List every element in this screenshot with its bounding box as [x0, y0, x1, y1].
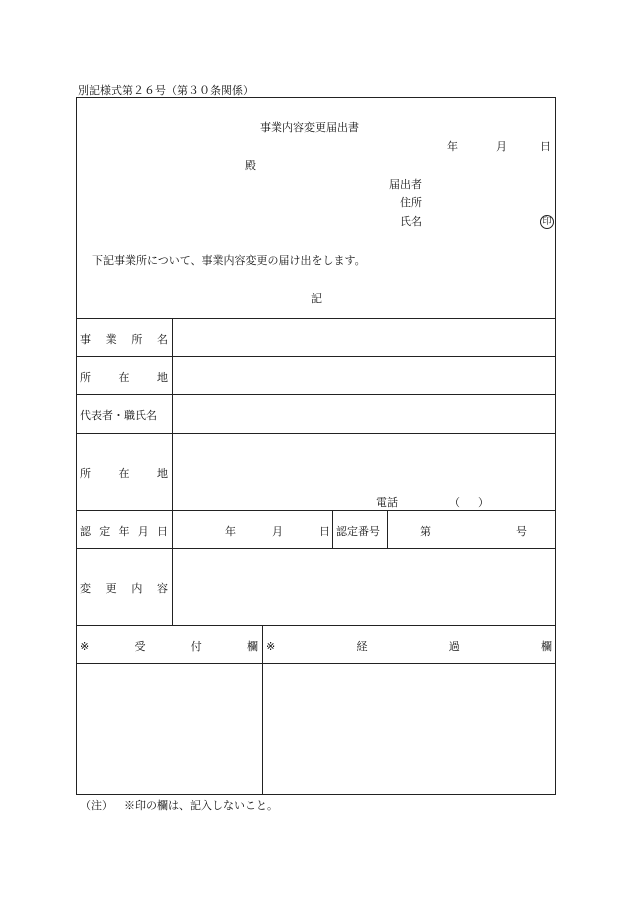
cert-date-year: 年	[225, 525, 236, 538]
phone-open-paren: （	[449, 496, 460, 509]
location2-label: 所 在 地	[80, 467, 168, 480]
date-day-label: 日	[540, 140, 551, 153]
change-content-label: 変 更 内 容	[80, 582, 168, 595]
notifier-heading: 届出者	[389, 178, 422, 191]
rule-after-location2	[76, 510, 556, 511]
note-text: ※印の欄は、記入しないこと。	[124, 799, 278, 812]
rule-cert-date-split	[332, 510, 333, 548]
ki-label: 記	[311, 292, 322, 305]
phone-label: 電話	[376, 496, 398, 509]
cert-date-label: 認 定 年 月 日	[80, 525, 168, 538]
notifier-address-label: 住所	[400, 196, 422, 209]
form-number-label: 別記様式第２６号（第３０条関係）	[78, 84, 254, 97]
note-label: （注）	[80, 799, 113, 812]
form-frame	[76, 97, 556, 795]
rule-after-location	[76, 394, 556, 395]
rule-after-change	[76, 625, 556, 626]
date-month-label: 月	[496, 140, 507, 153]
rule-after-office-use-header	[76, 663, 556, 664]
representative-label: 代表者・職氏名	[80, 409, 157, 422]
addressee-suffix: 殿	[245, 159, 256, 172]
intro-text: 下記事業所について、事業内容変更の届け出をします。	[92, 254, 366, 267]
notifier-name-label: 氏名	[400, 215, 422, 228]
rule-after-cert-date	[76, 548, 556, 549]
date-year-label: 年	[447, 140, 458, 153]
rule-after-representative	[76, 433, 556, 434]
cert-date-month: 月	[272, 525, 283, 538]
phone-close-paren: ）	[478, 496, 489, 509]
cert-number-label: 認定番号	[336, 525, 380, 538]
rule-office-use-split	[262, 625, 263, 795]
progress-column-header: ※ 経 過 欄	[266, 640, 552, 653]
reception-column-header: ※ 受 付 欄	[80, 640, 258, 653]
rule-table-top	[76, 318, 556, 319]
form-title: 事業内容変更届出書	[260, 121, 359, 134]
rule-cert-number-split	[387, 510, 388, 548]
cert-number-suffix: 号	[516, 525, 527, 538]
cert-number-prefix: 第	[420, 525, 431, 538]
rule-after-office-name	[76, 356, 556, 357]
cert-date-day: 日	[319, 525, 330, 538]
rule-label-column	[172, 318, 173, 625]
office-name-label: 事 業 所 名	[80, 333, 168, 346]
seal-mark: 印	[540, 215, 554, 229]
location-label: 所 在 地	[80, 371, 168, 384]
